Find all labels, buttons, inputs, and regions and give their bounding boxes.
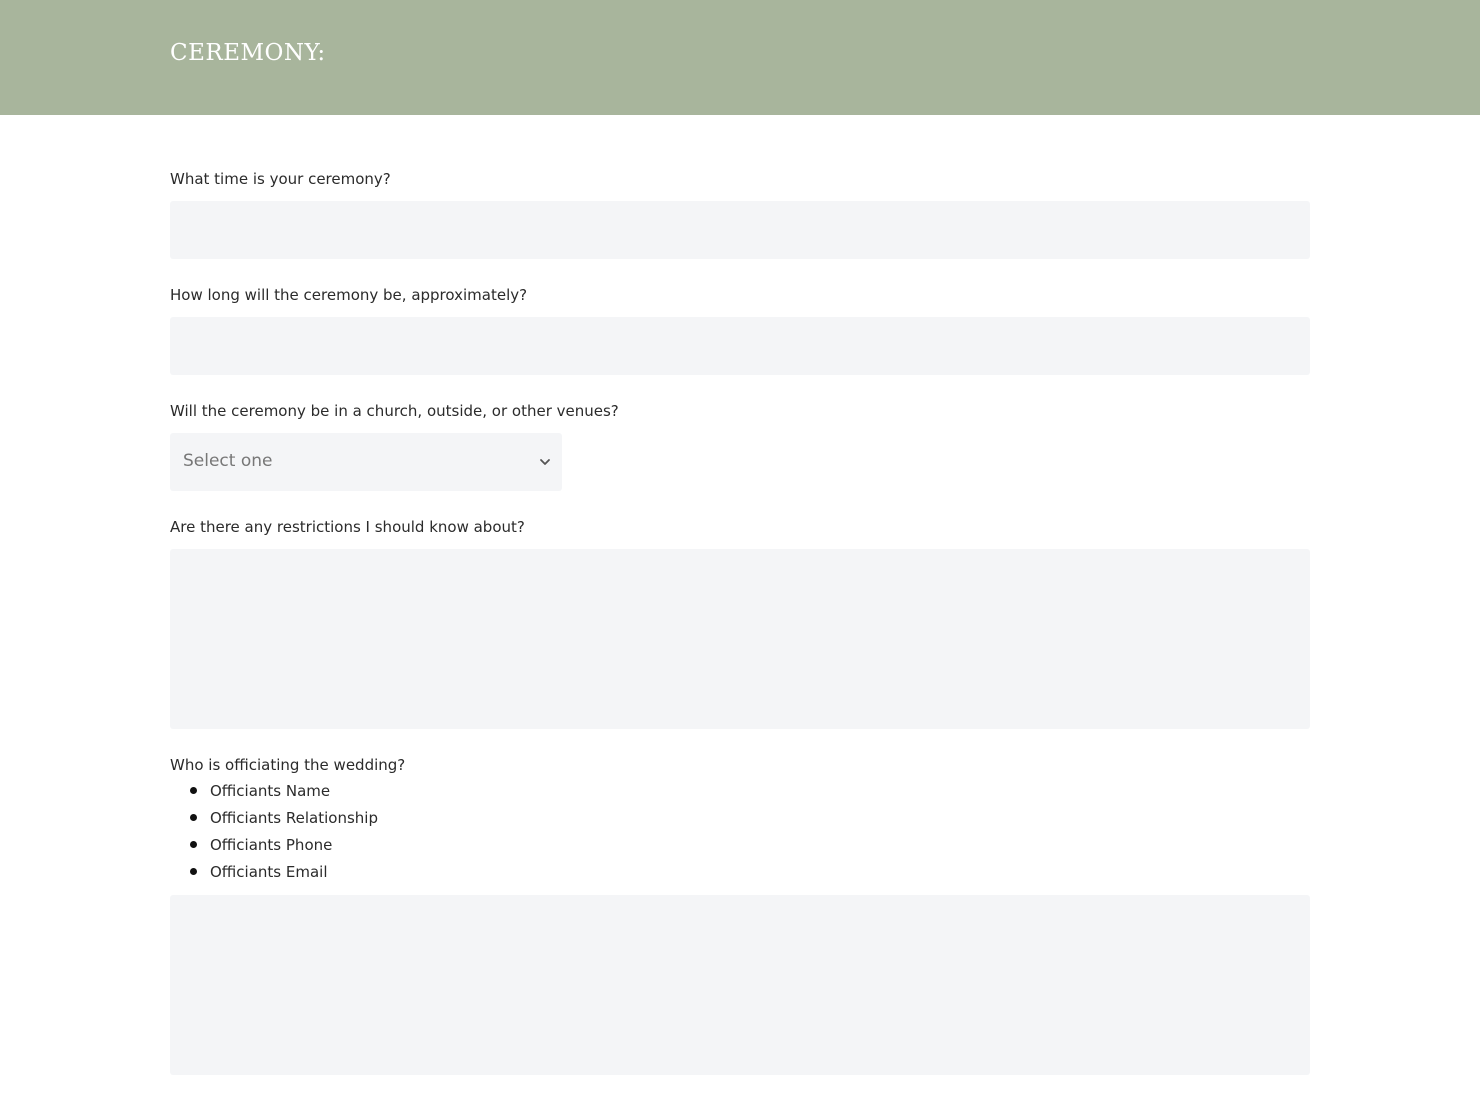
page-title: CEREMONY: — [170, 40, 326, 66]
ceremony-venue-label: Will the ceremony be in a church, outside, or other venues? — [170, 402, 619, 420]
page-header — [0, 0, 1480, 115]
list-item — [170, 806, 378, 833]
ceremony-venue-selected-value: Select one — [183, 451, 273, 471]
list-item-text: Officiants Name — [210, 782, 331, 800]
ceremony-duration-input[interactable] — [170, 317, 1310, 375]
officiant-textarea[interactable] — [170, 895, 1310, 1075]
ceremony-time-input[interactable] — [170, 201, 1310, 259]
chevron-down-icon — [538, 455, 552, 469]
bullet-icon — [190, 814, 197, 821]
list-item — [170, 833, 378, 860]
bullet-icon — [190, 841, 197, 848]
list-item — [170, 779, 378, 806]
ceremony-duration-label: How long will the ceremony be, approximately? — [170, 286, 528, 304]
list-item-text: Officiants Phone — [210, 836, 333, 854]
ceremony-time-label: What time is your ceremony? — [170, 170, 391, 188]
bullet-icon — [190, 787, 197, 794]
ceremony-restrictions-label: Are there any restrictions I should know about? — [170, 518, 525, 536]
list-item-text: Officiants Email — [210, 863, 328, 881]
list-item — [170, 860, 378, 887]
ceremony-venue-select[interactable] — [170, 433, 562, 491]
list-item-text: Officiants Relationship — [210, 809, 378, 827]
ceremony-restrictions-textarea[interactable] — [170, 549, 1310, 729]
officiant-details-list — [170, 779, 378, 887]
officiant-label: Who is officiating the wedding? — [170, 756, 406, 774]
bullet-icon — [190, 868, 197, 875]
